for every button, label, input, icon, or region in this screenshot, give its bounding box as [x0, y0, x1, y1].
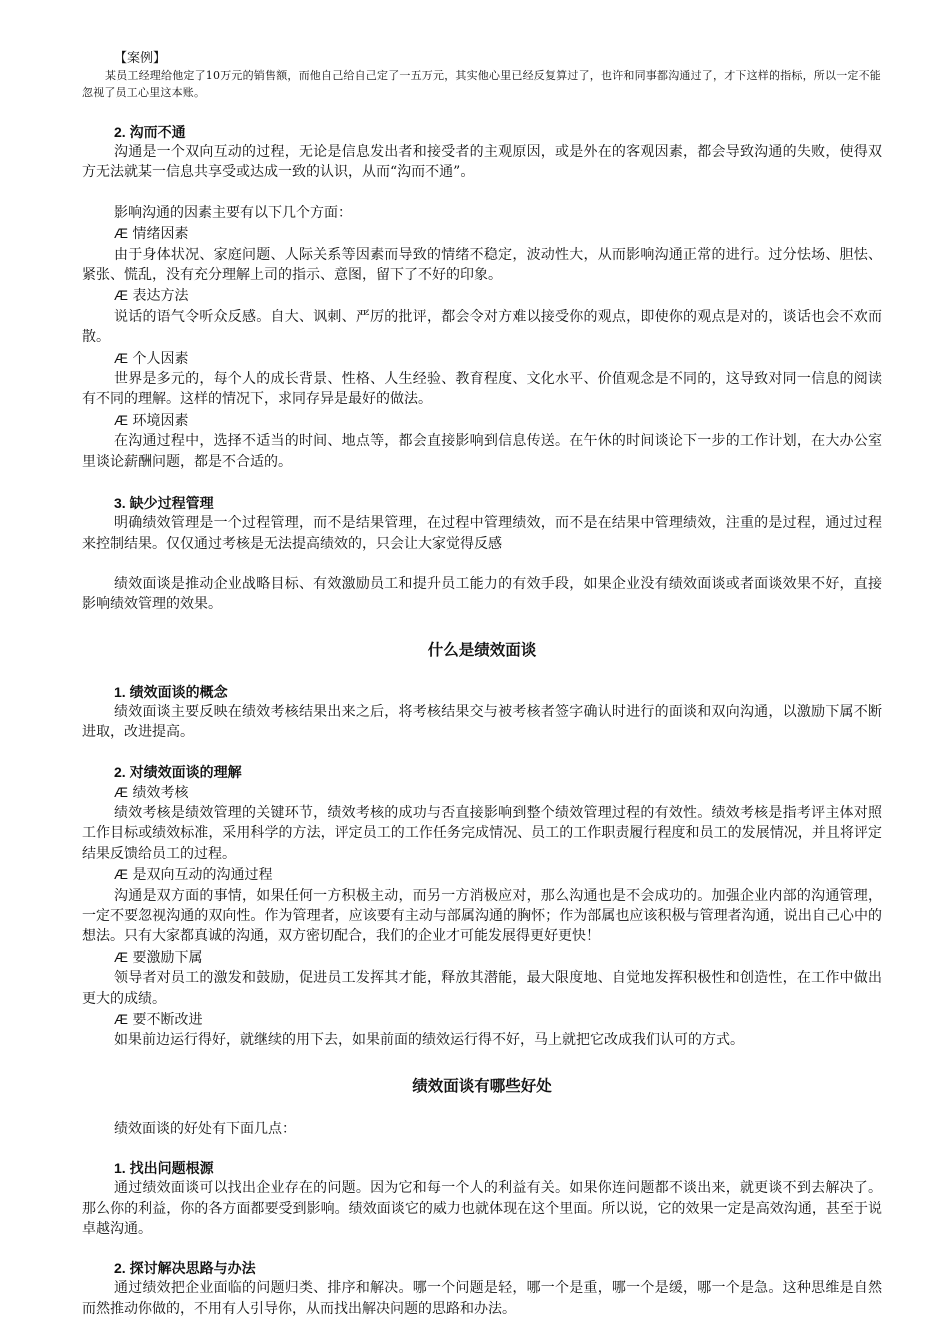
paragraph: 如果前边运行得好，就继续的用下去，如果前面的绩效运行得不好，马上就把它改成我们认可的方式。 [114, 1032, 744, 1049]
bullet-mark: Æ [114, 411, 128, 428]
paragraph: 绩效面谈的好处有下面几点： [114, 1120, 296, 1137]
bullet-title: 情绪因素 [132, 226, 189, 243]
bullet-item [114, 223, 882, 244]
document-page [82, 50, 882, 1319]
heading-find-root-cause: 1. 找出问题根源 [114, 1160, 214, 1177]
bullet-item [114, 285, 882, 306]
bullet-mark: Æ [114, 948, 128, 965]
paragraph: 绩效面谈主要反映在绩效考核结果出来之后，将考核结果交与被考核者签字确认时进行的面谈和双向沟通，以激励下属不断进取，改进提高。 [82, 703, 882, 741]
section-title-benefits: 绩效面谈有哪些好处 [412, 1077, 552, 1095]
heading-solutions: 2. 探讨解决思路与办法 [114, 1260, 256, 1277]
heading-concept: 1. 绩效面谈的概念 [114, 683, 228, 700]
paragraph: 说话的语气令听众反感。自大、讽刺、严厉的批评，都会令对方难以接受你的观点，即使你的观点是对的，谈话也会不欢而散。 [82, 308, 882, 346]
bullet-item [114, 947, 882, 968]
paragraph: 绩效面谈是推动企业战略目标、有效激励员工和提升员工能力的有效手段，如果企业没有绩效面谈或者面谈效果不好，直接影响绩效管理的效果。 [82, 575, 882, 613]
paragraph: 世界是多元的，每个人的成长背景、性格、人生经验、教育程度、文化水平、价值观念是不同的，这导致对同一信息的阅读有不同的理解。这样的情况下，求同存异是最好的做法。 [82, 371, 882, 408]
heading-understanding: 2. 对绩效面谈的理解 [114, 763, 242, 780]
paragraph: 沟通是一个双向互动的过程，无论是信息发出者和接受者的主观原因，或是外在的客观因素，都会导致沟通的失败，使得双方无法就某一信息共享受或达成一致的认识，从而“沟而不通”。 [82, 144, 882, 181]
paragraph: 由于身体状况、家庭问题、人际关系等因素而导致的情绪不稳定，波动性大，从而影响沟通正常的进行。过分怯场、胆怯、紧张、慌乱，没有充分理解上司的指示、意图，留下了不好的印象。 [82, 246, 882, 284]
paragraph: 沟通是双方面的事情，如果任何一方积极主动，而另一方消极应对，那么沟通也是不会成功的。加强企业内部的沟通管理，一定不要忽视沟通的双向性。作为管理者，应该要有主动与部属沟通的胸怀；作为部属也应该积极与管理者沟通，说出自己心中的想法。只有大家都真诚的沟通，双方密切配合，我们的企业才可能发展得更好更快！ [82, 887, 882, 945]
bullet-item [114, 782, 882, 803]
paragraph: 明确绩效管理是一个过程管理，而不是结果管理，在过程中管理绩效，而不是在结果中管理绩效，注重的是过程，通过过程来控制结果。仅仅通过考核是无法提高绩效的，只会让大家觉得反感 [82, 515, 882, 552]
case-label: 【案例】 [114, 51, 167, 66]
paragraph: 领导者对员工的激发和鼓励，促进员工发挥其才能，释放其潜能，最大限度地、自觉地发挥积极性和创造性，在工作中做出更大的成绩。 [82, 970, 882, 1007]
bullet-mark: Æ [114, 349, 128, 366]
bullet-item [114, 1009, 882, 1030]
heading-2-communication-failure: 2. 沟而不通 [114, 124, 186, 140]
bullet-item [114, 348, 882, 369]
case-text: 某员工经理给他定了10万元的销售额，而他自己给自己定了一五万元，其实他心里已经反复算过了，也许和同事都沟通过了，才下这样的指标，所以一定不能忽视了员工心里这本账。 [82, 69, 881, 99]
bullet-title: 要激励下属 [132, 949, 203, 966]
bullet-title: 绩效考核 [132, 784, 189, 801]
bullet-mark: Æ [114, 1011, 128, 1027]
bullet-mark: Æ [114, 866, 128, 883]
bullet-mark: Æ [114, 225, 128, 242]
paragraph: 通过绩效面谈可以找出企业存在的问题。因为它和每一个人的利益有关。如果你连问题都不谈出来，就更谈不到去解决了。那么你的利益，你的各方面都要受到影响。绩效面谈它的威力也就体现在这个里面。所以说，它的效果一定是高效沟通，甚至于说卓越沟通。 [82, 1180, 882, 1238]
bullet-title: 要不断改进 [132, 1012, 203, 1028]
bullet-mark: Æ [114, 783, 128, 800]
paragraph: 在沟通过程中，选择不适当的时间、地点等，都会直接影响到信息传送。在午休的时间谈论下一步的工作计划，在大办公室里谈论薪酬问题，都是不合适的。 [82, 433, 882, 470]
bullet-mark: Æ [114, 287, 128, 304]
paragraph: 影响沟通的因素主要有以下几个方面： [114, 204, 352, 221]
section-title-what-is-appraisal-interview: 什么是绩效面谈 [427, 641, 537, 659]
paragraph: 绩效考核是绩效管理的关键环节，绩效考核的成功与否直接影响到整个绩效管理过程的有效性。绩效考核是指考评主体对照工作目标或绩效标准，采用科学的方法，评定员工的工作任务完成情况、员工的工作职责履行程度和员工的发展情况，并且将评定结果反馈给员工的过程。 [82, 804, 882, 862]
bullet-item [114, 410, 882, 431]
bullet-title: 表达方法 [132, 288, 189, 305]
bullet-title: 环境因素 [132, 412, 189, 429]
heading-3-process-management: 3. 缺少过程管理 [114, 495, 214, 512]
bullet-item [114, 864, 882, 885]
bullet-title: 个人因素 [132, 350, 189, 367]
paragraph: 通过绩效把企业面临的问题归类、排序和解决。哪一个问题是轻，哪一个是重，哪一个是缓，哪一个是急。这种思维是自然而然推动你做的，不用有人引导你，从而找出解决问题的思路和办法。 [82, 1280, 882, 1317]
bullet-title: 是双向互动的沟通过程 [132, 867, 273, 884]
